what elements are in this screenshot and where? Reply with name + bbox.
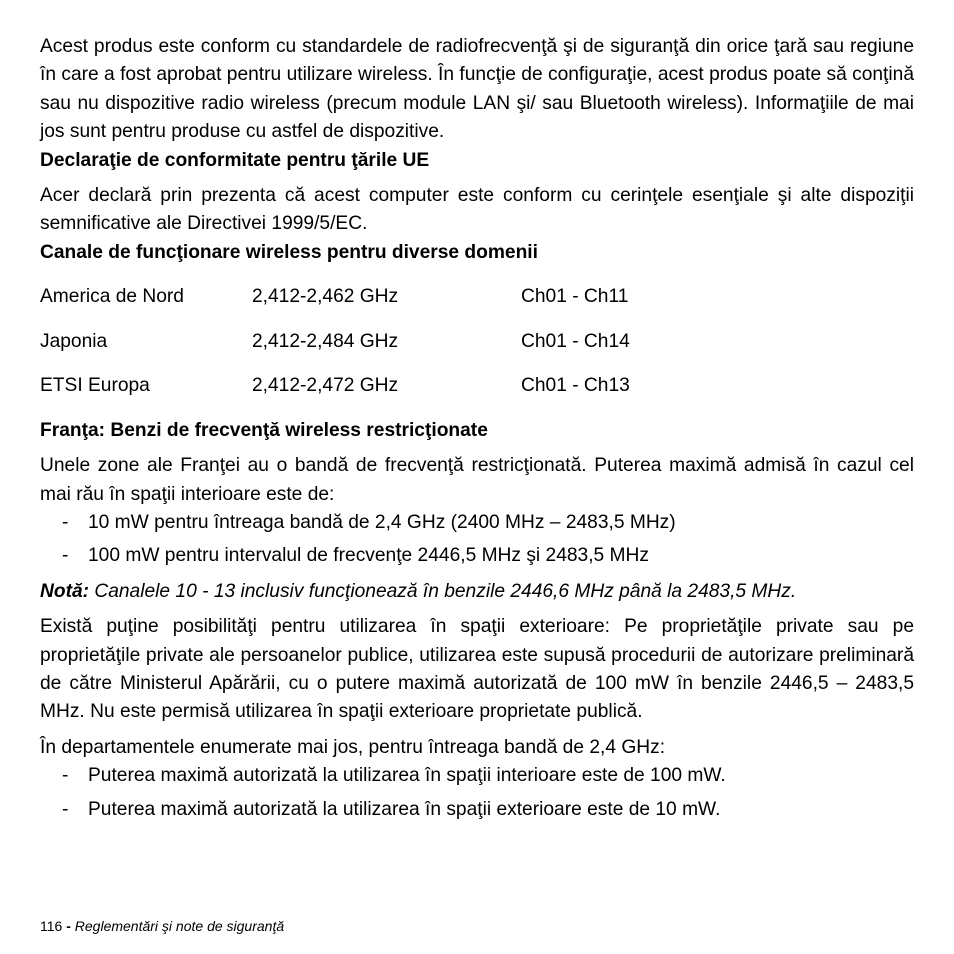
footer-separator: - xyxy=(62,918,75,934)
page-body xyxy=(40,33,914,824)
frequency-cell: 2,412-2,484 GHz xyxy=(252,330,399,352)
list-item xyxy=(40,762,914,790)
eu-declaration-text: Acer declară prin prezenta că acest computer este conform cu cerinţele esenţiale şi alte dispoziţii semnificative ale Directivei 1999/5/EC. xyxy=(40,185,914,235)
list-item xyxy=(40,796,914,824)
france-heading: Franţa: Benzi de frecvenţă wireless restricţionate xyxy=(40,419,488,441)
channel-range-cell: Ch01 - Ch13 xyxy=(521,375,630,397)
region-cell: America de Nord xyxy=(40,286,184,308)
france-text: Unele zone ale Franţei au o bandă de frecvenţă restricţionată. Puterea maximă admisă în cazul cel mai rău în spaţii interioare este de: xyxy=(40,455,914,505)
note-label: Notă: xyxy=(40,580,90,602)
list-item-text: Puterea maximă autorizată la utilizarea în spaţii exterioare este de 10 mW. xyxy=(88,798,721,820)
frequency-cell: 2,412-2,472 GHz xyxy=(252,375,399,397)
region-cell: ETSI Europa xyxy=(40,375,150,397)
intro-paragraph: Acest produs este conform cu standardele de radiofrecvenţă şi de siguranţă din orice ţară sau regiune în care a fost aprobat pentru utilizare wireless. În funcţie de configuraţie, acest produs poate să conţină sau nu dispozitive radio wireless (precum module LAN şi/ sau Bluetooth wireless). Informaţiile de mai jos sunt pentru produse cu astfel de dispozitive. xyxy=(40,36,914,143)
note-text: Canalele 10 - 13 inclusiv funcţionează în benzile 2446,6 MHz până la 2483,5 MHz. xyxy=(89,580,797,602)
channel-range-cell: Ch01 - Ch14 xyxy=(521,330,630,352)
departments-paragraph: În departamentele enumerate mai jos, pentru întreaga bandă de 2,4 GHz: xyxy=(40,736,666,758)
frequency-cell: 2,412-2,462 GHz xyxy=(252,286,399,308)
note-paragraph xyxy=(40,578,914,606)
table-row xyxy=(40,328,630,373)
page-footer xyxy=(40,918,284,934)
footer-section-title: Reglementări şi note de siguranţă xyxy=(74,918,285,934)
dash-bullet: - xyxy=(62,545,69,567)
outdoor-paragraph: Există puţine posibilităţi pentru utilizarea în spaţii exterioare: Pe proprietăţile private sau pe proprietăţile private ale persoanelor publice, utilizarea este supusă procedurii de autorizare preliminară de către Ministerul Apărării, cu o putere maximă autorizată de 100 mW în benzile 2446,5 – 2483,5 MHz. Nu este permisă utilizarea în spaţii exterioare proprietate publică. xyxy=(40,616,914,723)
eu-declaration-heading: Declaraţie de conformitate pentru ţările UE xyxy=(40,149,430,171)
channels-table xyxy=(40,283,630,417)
table-row xyxy=(40,372,630,417)
list-item-text: Puterea maximă autorizată la utilizarea în spaţii interioare este de 100 mW. xyxy=(88,765,726,787)
list-item xyxy=(40,542,914,570)
region-cell: Japonia xyxy=(40,330,108,352)
channel-range-cell: Ch01 - Ch11 xyxy=(521,286,629,308)
list-item xyxy=(40,509,914,537)
list-item-text: 100 mW pentru intervalul de frecvenţe 2446,5 MHz şi 2483,5 MHz xyxy=(88,545,649,567)
dash-bullet: - xyxy=(62,511,69,533)
departments-list xyxy=(40,762,914,824)
list-item-text: 10 mW pentru întreaga bandă de 2,4 GHz (2400 MHz – 2483,5 MHz) xyxy=(88,511,676,533)
dash-bullet: - xyxy=(62,765,69,787)
table-row xyxy=(40,283,630,328)
page-number: 116 xyxy=(40,918,63,934)
france-power-list xyxy=(40,509,914,571)
channels-heading: Canale de funcţionare wireless pentru diverse domenii xyxy=(40,241,538,263)
dash-bullet: - xyxy=(62,798,69,820)
